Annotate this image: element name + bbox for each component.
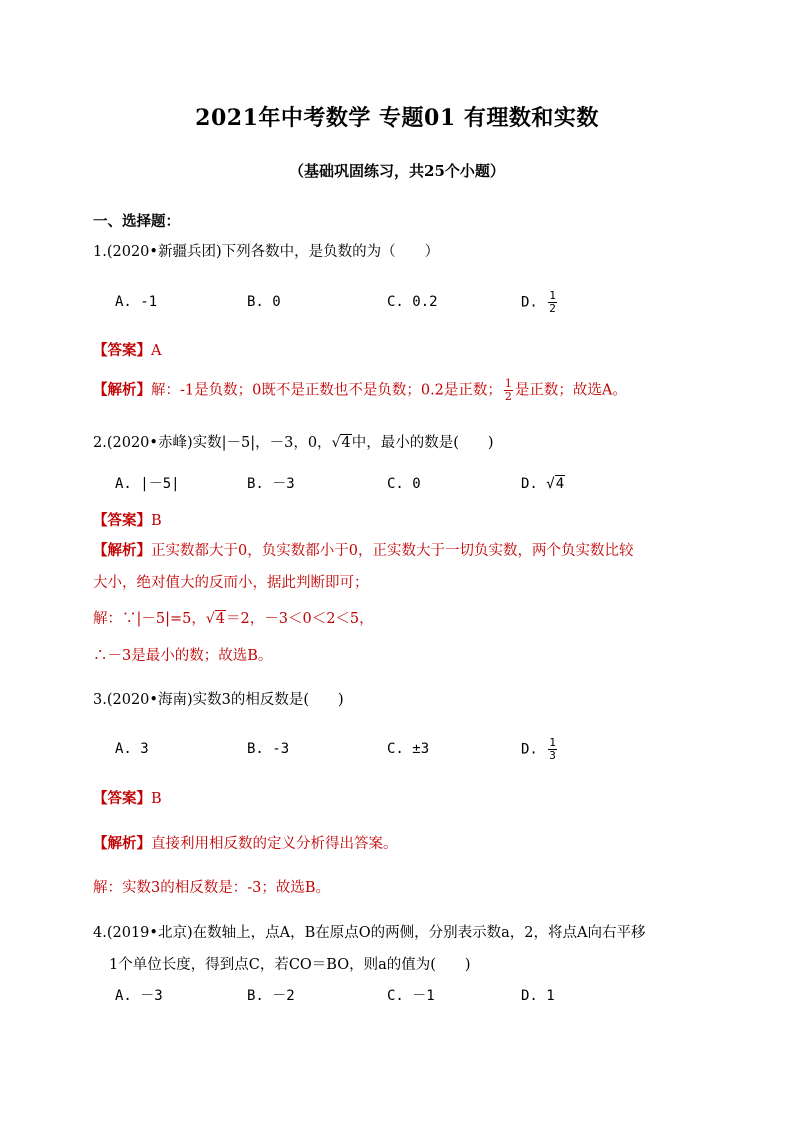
sqrt-expression bbox=[206, 609, 226, 629]
sqrt-icon: √ bbox=[331, 435, 341, 451]
q2-option-b: B. －3 bbox=[247, 476, 295, 492]
document-subtitle: （基础巩固练习，共25个小题） bbox=[289, 162, 505, 180]
q1-analysis bbox=[93, 378, 627, 403]
sqrt-icon: √ bbox=[205, 611, 215, 627]
answer-value: B bbox=[151, 791, 162, 807]
analysis-tag: 【解析】 bbox=[93, 835, 151, 852]
q2-option-c: C. 0 bbox=[387, 476, 421, 492]
fraction-numerator: 1 bbox=[504, 377, 512, 390]
q4-option-a: A. －3 bbox=[115, 988, 163, 1004]
document-title: 2021年中考数学 专题01 有理数和实数 bbox=[195, 105, 599, 131]
analysis-text: 正实数都大于0，负实数都小于0，正实数大于一切负实数，两个负实数比较 bbox=[151, 543, 634, 559]
answer-value: A bbox=[151, 343, 162, 359]
answer-tag: 【答案】 bbox=[93, 342, 151, 359]
q2-solution bbox=[93, 609, 374, 629]
answer-tag: 【答案】 bbox=[93, 512, 151, 529]
q2-stem bbox=[93, 433, 494, 453]
answer-value: B bbox=[151, 513, 162, 529]
q3-option-c: C. ±3 bbox=[387, 741, 430, 757]
q2-analysis bbox=[93, 541, 633, 561]
q2-analysis-continued: 大小，绝对值大的反而小，据此判断即可； bbox=[93, 575, 369, 591]
fraction-denominator: 3 bbox=[549, 749, 556, 762]
q4-stem-continued: 1个单位长度，得到点C，若CO＝BO，则a的值为( ) bbox=[109, 957, 471, 973]
fraction-denominator: 2 bbox=[504, 390, 512, 403]
sqrt-radicand: 4 bbox=[341, 435, 351, 451]
q3-stem: 3.(2020•海南)实数3的相反数是( ) bbox=[93, 692, 344, 708]
q1-option-a: A. -1 bbox=[115, 294, 158, 310]
q3-option-d-label: D. bbox=[521, 741, 538, 758]
q1-option-b: B. 0 bbox=[247, 294, 281, 310]
q3-option-d bbox=[521, 737, 559, 762]
fraction-denominator: 2 bbox=[549, 302, 556, 315]
sqrt-radicand: 4 bbox=[215, 611, 226, 627]
q3-option-d-fraction bbox=[548, 737, 557, 762]
q4-option-d: D. 1 bbox=[521, 988, 555, 1004]
q1-option-d-fraction bbox=[548, 290, 557, 315]
analysis-text: 解：-1是负数；0既不是正数也不是负数；0.2是正数； bbox=[151, 382, 502, 399]
sqrt-expression bbox=[332, 433, 352, 453]
sqrt-icon: √ bbox=[546, 476, 555, 492]
q1-option-c: C. 0.2 bbox=[387, 294, 438, 310]
q1-option-d bbox=[521, 290, 559, 315]
q2-stem-end: 中，最小的数是( ) bbox=[351, 435, 494, 451]
sqrt-radicand: 4 bbox=[555, 476, 565, 492]
fraction-numerator: 1 bbox=[549, 289, 556, 302]
analysis-fraction bbox=[504, 378, 513, 403]
answer-tag: 【答案】 bbox=[93, 790, 151, 807]
fraction-numerator: 1 bbox=[549, 736, 556, 749]
analysis-tag: 【解析】 bbox=[93, 381, 151, 399]
q4-option-b: B. －2 bbox=[247, 988, 295, 1004]
q1-option-d-label: D. bbox=[521, 294, 538, 311]
section-heading: 一、选择题： bbox=[93, 213, 180, 230]
q2-stem-start: 2.(2020•赤峰)实数|－5|，－3，0， bbox=[93, 435, 332, 451]
solution-text: 解：∵|－5|=5， bbox=[93, 611, 206, 627]
sqrt-expression bbox=[546, 474, 565, 494]
q3-option-a: A. 3 bbox=[115, 741, 149, 757]
solution-text-end: ＝2，－3＜0＜2＜5， bbox=[226, 611, 374, 627]
q3-solution: 解：实数3的相反数是：-3；故选B。 bbox=[93, 880, 331, 896]
analysis-text: 直接利用相反数的定义分析得出答案。 bbox=[151, 836, 398, 852]
q2-option-d-label: D. bbox=[521, 476, 538, 492]
q1-stem: 1.(2020•新疆兵团)下列各数中，是负数的为（ ） bbox=[93, 244, 440, 260]
q2-option-d bbox=[521, 474, 565, 494]
analysis-tag: 【解析】 bbox=[93, 542, 151, 559]
q2-option-a: A. |－5| bbox=[115, 476, 180, 492]
q4-option-c: C. －1 bbox=[387, 988, 435, 1004]
q4-stem: 4.(2019•北京)在数轴上，点A，B在原点O的两侧，分别表示数a，2，将点A向右平移 bbox=[93, 925, 646, 941]
q3-answer bbox=[93, 789, 162, 809]
q2-conclusion: ∴－3是最小的数；故选B。 bbox=[93, 648, 273, 664]
q3-analysis bbox=[93, 834, 398, 854]
q1-answer bbox=[93, 341, 161, 361]
q2-answer bbox=[93, 511, 162, 531]
analysis-text-end: 是正数；故选A。 bbox=[514, 382, 627, 399]
q3-option-b: B. -3 bbox=[247, 741, 290, 757]
